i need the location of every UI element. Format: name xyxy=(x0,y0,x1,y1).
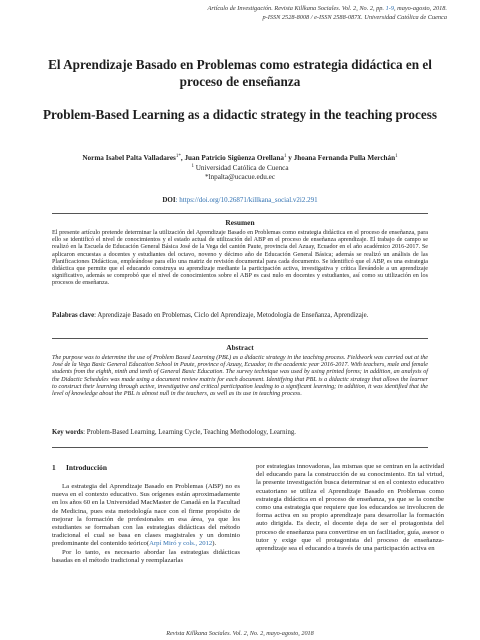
divider xyxy=(52,338,428,339)
divider xyxy=(52,213,428,214)
divider xyxy=(52,447,428,448)
abstract-text: The purpose was to determine the use of Problem Based Learning (PBL) as a didactic strategy in the teaching process. Fieldwork was carried out at the José de la Vega Basic General Education School in Paute, province of Azuay, Ecuador, in the academic year 2016-2017. With teachers, male and female students from the eighth, ninth and tenth of General Basic Education. The survey technique was used by using printed forms; in addition, an analysis of the Didactic Schedules was made using a document review matrix for each document. Identifying that PBL is a didactic strategy that allows the learner to construct their learning through active, investigative and critical participation leading to a significant learning; in addition, it was identified that the level of knowledge about the PBL is almost null in the teachers, as well as its use in teaching process. xyxy=(52,355,428,398)
key-words-label: Key words xyxy=(52,429,84,436)
palabras-clave: Palabras clave: Aprendizaje Basado en Problemas, Ciclo del Aprendizaje, Metodología de Enseñanza, Aprendizaje. xyxy=(52,312,369,319)
paragraph: por estrategias innovadoras, las mismas que se centran en la actividad del educando para la construcción de su conocimiento. En tal virtud, la presente investigación busca determinar si en el contexto educativo ecuatoriano se utiliza el Aprendizaje Basado en Problemas como estrategia didáctica en el proceso de enseñanza, ya que se la concibe como una estrategia que requiere que los educandos se involucren de forma activa en su propio aprendizaje para desarrollar la formación auto dirigida. Es decir, el docente deja de ser el protagonista del proceso de enseñanza para convertirse en un facilitador, guía, asesor o tutor y exige que el protagonista del proceso de enseñanza-aprendizaje sea el educando a través de una participación activa en xyxy=(256,463,444,553)
resumen-heading: Resumen xyxy=(225,218,255,227)
key-words: Key words: Problem-Based Learning, Learning Cycle, Teaching Methodology, Learning. xyxy=(52,429,296,436)
doi-link[interactable]: : https://doi.org/10.26871/killkana_social.v2i2.291 xyxy=(175,196,318,204)
author-3: Jhoana Fernanda Pulla Merchán xyxy=(293,154,396,162)
paragraph: Por lo tanto, es necesario abordar las estrategias didácticas basadas en el método tradicional y reemplazarlas xyxy=(52,548,240,564)
palabras-clave-label: Palabras clave xyxy=(52,312,95,319)
author-list: Norma Isabel Palta Valladares$^{1*}$, Juan Patricio Sigüenza Orellana$^1$ y Jhoana Fernanda Pulla Merchán$^1$ xyxy=(82,154,398,162)
citation-link[interactable]: Arpí Miró y cols., 2012 xyxy=(149,540,213,548)
author-2: Juan Patricio Sigüenza Orellana xyxy=(184,154,284,162)
body-column-left xyxy=(52,483,240,565)
resumen-text: El presente artículo pretende determinar la utilización del Aprendizaje Basado en Problemas como estrategia didáctica en el proceso de enseñanza, para ello se identificó el nivel de conocimientos y el estado actual de utilización del ABP en el proceso de enseñanza aprendizaje. El trabajo de campo se realizó en la Escuela de Educación General Básica José de la Vega del cantón Paute, provincia del Azuay, Ecuador en el año académico 2016-2017. Se aplicaron encuestas a docentes y estudiantes del octavo, noveno y décimo año de Educación General Básica; además se realizó un análisis de las Planificaciones Didácticas, empleándose para ello una matriz de revisión documental para cada documento. Se identificó que el ABP, es una estrategia didáctica que permite que el educando construya su aprendizaje mediante la participación activa, investigativa y crítica llevándole a un aprendizaje significativo, además se comprobó que el nivel de conocimientos sobre el ABP es casi nulo en docentes y estudiantes, así como su utilización en los procesos de enseñanza. xyxy=(52,230,428,287)
abstract-heading: Abstract xyxy=(226,343,254,352)
paragraph: La estrategia del Aprendizaje Basado en Problemas (ABP) no es nueva en el contexto educativo. Sus orígenes están aproximadamente en los años 60 en la Universidad MacMaster de Canadá en la Facultad de Medicina, pues esta metodología nace con el firme propósito de mejorar la formación de profesionales en esa área, ya que los estudiantes se formaban con las estrategias didácticas del método tradicional el cual se basa en clases magistrales y un dominio predominante del contenido teórico(Arpí Miró y cols., 2012). xyxy=(52,483,240,548)
author-email[interactable]: *lnpalta@ucacue.edu.ec xyxy=(204,173,276,182)
affiliation: $^1$ Universidad Católica de Cuenca xyxy=(191,163,289,172)
doi-line xyxy=(30,196,450,204)
journal-header-line2: p-ISSN 2528-8008 / e-ISSN 2588-087X. Universidad Católica de Cuenca xyxy=(262,13,447,21)
journal-header-line1: Artículo de Investigación. Revista Killkana Sociales. Vol. 2, No. 2, pp. 1-9, mayo-agosto, 2018. xyxy=(207,5,447,12)
journal-header xyxy=(208,5,447,22)
body-column-right xyxy=(256,463,444,553)
author-block xyxy=(30,154,450,183)
title-spanish: El Aprendizaje Basado en Problemas como estrategia didáctica en el proceso de enseñanza xyxy=(48,57,432,89)
pages-link[interactable]: 1-9 xyxy=(385,5,394,12)
page-footer: Revista Killkana Sociales. Vol. 2, No. 2, mayo-agosto, 2018 xyxy=(166,630,314,637)
doi-label: DOI xyxy=(162,196,176,204)
title-english: Problem-Based Learning as a didactic strategy in the teaching process xyxy=(42,107,437,122)
intro-heading: 1 Introducción xyxy=(52,463,107,472)
author-1: Norma Isabel Palta Valladares xyxy=(82,154,176,162)
section-number: 1 xyxy=(52,463,56,472)
